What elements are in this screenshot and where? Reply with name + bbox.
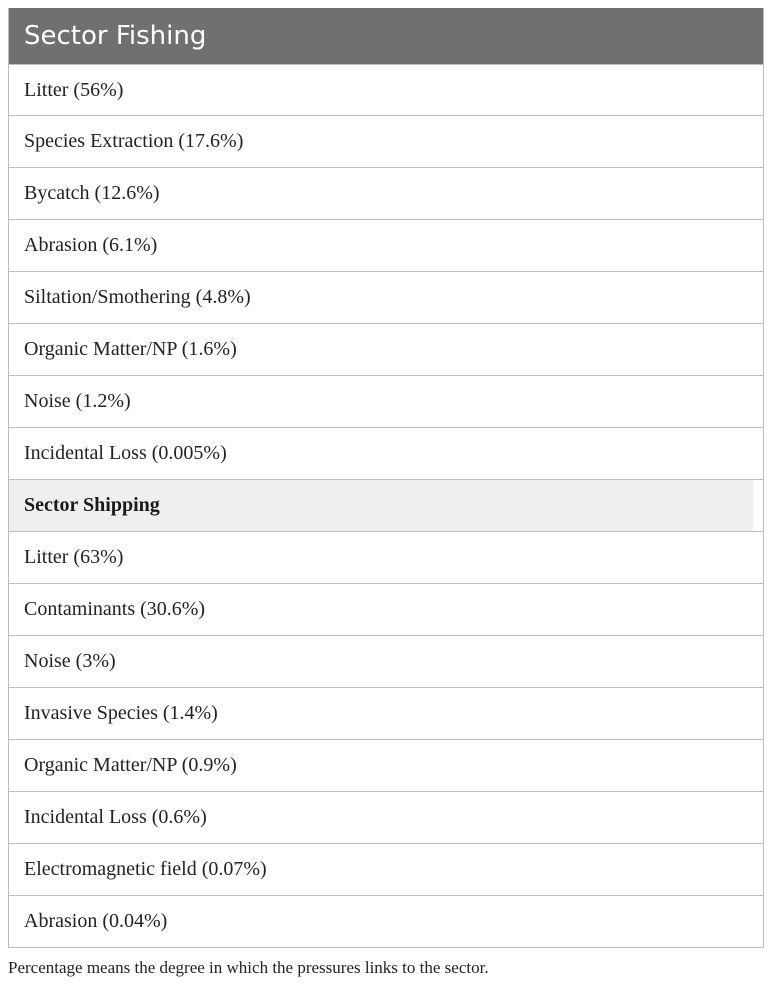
table-row: Invasive Species (1.4%) xyxy=(9,688,763,740)
table-row: Noise (3%) xyxy=(9,636,763,688)
table-row: Litter (56%) xyxy=(9,64,763,116)
table-row: Organic Matter/NP (1.6%) xyxy=(9,324,763,376)
table-row: Siltation/Smothering (4.8%) xyxy=(9,272,763,324)
table-row: Abrasion (0.04%) xyxy=(9,896,763,948)
table-row: Contaminants (30.6%) xyxy=(9,584,763,636)
table-row: Abrasion (6.1%) xyxy=(9,220,763,272)
table-row: Species Extraction (17.6%) xyxy=(9,116,763,168)
table-header-sector-fishing: Sector Fishing xyxy=(9,8,763,64)
table-row: Organic Matter/NP (0.9%) xyxy=(9,740,763,792)
table-row: Incidental Loss (0.005%) xyxy=(9,428,763,480)
table-row: Noise (1.2%) xyxy=(9,376,763,428)
table-row: Electromagnetic field (0.07%) xyxy=(9,844,763,896)
table-row: Incidental Loss (0.6%) xyxy=(9,792,763,844)
pressures-table xyxy=(8,8,764,948)
table-row: Bycatch (12.6%) xyxy=(9,168,763,220)
table-footnote: Percentage means the degree in which the pressures links to the sector. xyxy=(8,958,489,977)
table-row: Litter (63%) xyxy=(9,532,763,584)
table-subheader-sector-shipping: Sector Shipping xyxy=(9,480,763,532)
